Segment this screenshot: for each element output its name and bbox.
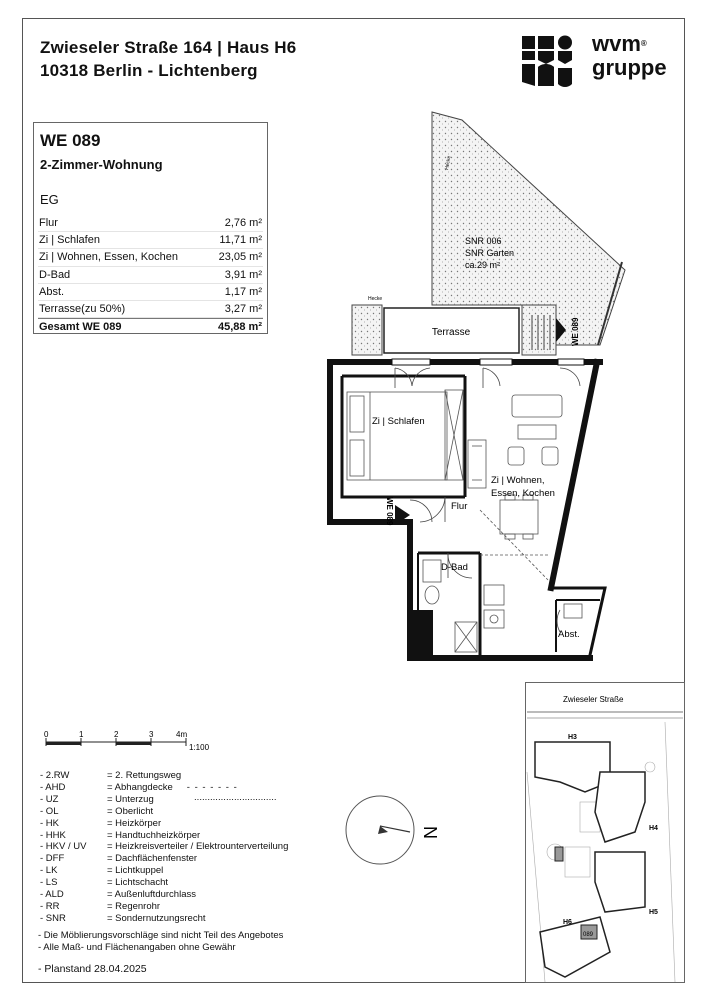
unit-type: 2-Zimmer-Wohnung: [40, 157, 163, 172]
legend-abbr: - DFF: [40, 853, 65, 865]
legend-desc: = 2. Rettungsweg: [107, 770, 182, 781]
room-name: Abst.: [39, 285, 65, 298]
storage-label: Abst.: [558, 629, 580, 640]
legend-desc: = Dachflächenfenster: [107, 853, 198, 865]
north-label: N: [420, 826, 440, 839]
legend-row: [40, 818, 288, 830]
legend-row: [40, 913, 288, 925]
legend-row: [40, 901, 288, 913]
unit-marker-label: 089: [583, 932, 594, 938]
scale-bar: [36, 728, 236, 758]
legend-desc: = Oberlicht: [107, 805, 154, 817]
hedge-label-left: Hecke: [368, 296, 383, 302]
room-area: 3,91 m²: [224, 268, 262, 281]
legend-abbr: - LK: [40, 865, 58, 877]
address-line-2: 10318 Berlin - Lichtenberg: [40, 61, 258, 80]
legend-desc: = Abhangdecke: [107, 781, 173, 793]
room-name: Zi | Wohnen, Essen, Kochen: [39, 251, 179, 264]
legend-row: [40, 806, 288, 818]
legend-desc: = Sondernutzungsrecht: [107, 912, 206, 924]
plan-date: - Planstand 28.04.2025: [38, 963, 147, 975]
logo-line-1: wvm: [592, 31, 641, 56]
building-label: H3: [568, 734, 577, 741]
entry-marker-label: WE 089: [385, 497, 394, 526]
terrace-paving-left: [352, 305, 382, 355]
abbreviation-legend: [40, 770, 288, 925]
hall-label: Flur: [451, 501, 468, 512]
unit-id: WE 089: [40, 131, 101, 150]
legend-desc: = Heizkreisverteiler / Elektrounterverteilung: [107, 841, 289, 853]
legend-desc: = Lichtschacht: [107, 877, 168, 889]
legend-desc: = Lichtkuppel: [107, 865, 164, 877]
legend-row: [40, 853, 288, 865]
legend-abbr: - ALD: [40, 889, 64, 901]
building-label: H6: [563, 919, 572, 926]
room-area: 23,05 m²: [218, 251, 262, 264]
legend-row: [40, 794, 288, 806]
legend-row: [40, 782, 288, 794]
legend-abbr: - HKV / UV: [40, 841, 87, 853]
note-line: - Die Möblierungsvorschläge sind nicht Teil des Angebotes: [38, 930, 284, 941]
building-label: H4: [649, 825, 658, 832]
garden-label-1: SNR 006: [465, 236, 502, 246]
site-plan: [525, 682, 685, 983]
scale-tick: 0: [44, 730, 49, 739]
legend-abbr: - OL: [40, 805, 59, 817]
legend-row: [40, 865, 288, 877]
living-label-2: Essen, Kochen: [491, 488, 555, 499]
compass-north-arrow: [340, 788, 450, 873]
legend-desc: = Regenrohr: [107, 900, 161, 912]
wall-fill-bath: [409, 610, 433, 658]
legend-row: [40, 770, 288, 782]
building-label: H5: [649, 909, 658, 916]
room-area: 1,17 m²: [224, 285, 262, 298]
terrace-marker-label: WE 089: [571, 317, 580, 346]
legend-abbr: - SNR: [40, 912, 66, 924]
address-line-1: Zwieseler Straße 164 | Haus H6: [40, 38, 297, 57]
scale-tick: 3: [149, 730, 154, 739]
bed: [347, 392, 447, 480]
legend-row: [40, 877, 288, 889]
room-name: Flur: [39, 217, 58, 229]
bedroom-label: Zi | Schlafen: [372, 416, 425, 427]
legend-row: [40, 830, 288, 842]
logo-line-2: gruppe: [592, 55, 667, 80]
room-area: 3,27 m²: [224, 302, 262, 315]
legend-abbr: - RR: [40, 900, 60, 912]
scale-tick: 4m: [176, 730, 188, 739]
terrace-paving-right: [522, 305, 556, 355]
dotted-line-sample: ·······························: [193, 793, 277, 805]
room-area: 2,76 m²: [224, 217, 262, 229]
building-h5: [595, 852, 645, 912]
scale-tick: 1: [79, 730, 84, 739]
street-label: Zwieseler Straße: [563, 695, 624, 704]
site-highlight-marker: [555, 847, 563, 861]
bath-label: D-Bad: [441, 562, 468, 573]
room-name: Terrasse(zu 50%): [39, 302, 126, 315]
room-name: D-Bad: [39, 268, 71, 281]
legend-abbr: - AHD: [40, 781, 66, 793]
total-area: 45,88 m²: [217, 321, 262, 334]
registered-mark: ®: [640, 39, 647, 48]
scale-tick: 2: [114, 730, 119, 739]
legend-desc: = Handtuchheizkörper: [107, 829, 201, 841]
hedge-label-top: Hecke: [444, 155, 453, 171]
total-label: Gesamt WE 089: [39, 321, 122, 334]
legend-abbr: - LS: [40, 877, 58, 889]
room-name: Zi | Schlafen: [39, 234, 100, 247]
legend-abbr: - HK: [40, 817, 59, 829]
unit-floor: EG: [40, 192, 59, 207]
legend-desc: = Außenluftdurchlass: [107, 889, 196, 901]
legend-desc: = Heizkörper: [107, 817, 162, 829]
room-area: 11,71 m²: [219, 234, 262, 247]
garden-label-2: SNR Garten: [465, 248, 515, 258]
dashed-line-sample: - - - - - - -: [186, 781, 238, 793]
wardrobe: [445, 390, 463, 480]
door-swings: [395, 368, 580, 632]
note-line: - Alle Maß- und Flächenangaben ohne Gewähr: [38, 941, 236, 953]
legend-abbr: - UZ: [40, 793, 59, 805]
legend-abbr: - HHK: [40, 829, 66, 841]
living-label-1: Zi | Wohnen,: [491, 475, 545, 486]
legend-row: [40, 841, 288, 853]
scale-ratio: 1:100: [189, 743, 210, 752]
legend-abbr: - 2.RW: [40, 770, 70, 781]
legend-desc: = Unterzug: [107, 793, 154, 805]
garden-label-3: ca.29 m²: [465, 260, 501, 270]
disclaimer-notes: [38, 930, 283, 953]
legend-row: [40, 889, 288, 901]
terrace-label: Terrasse: [431, 327, 471, 338]
